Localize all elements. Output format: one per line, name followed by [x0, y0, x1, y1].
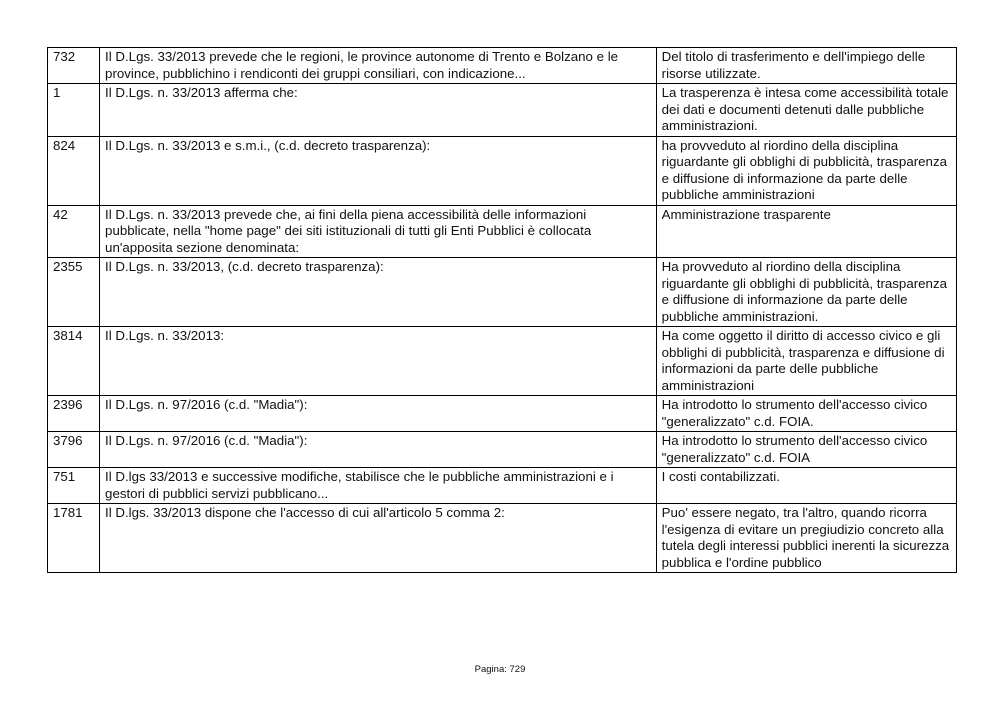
table-row	[48, 504, 957, 573]
question-text: Il D.Lgs. n. 33/2013 prevede che, ai fini della piena accessibilità delle informazioni pubblicate, nella "home page" dei siti istituzionali di tutti gli Enti Pubblici è collocata un'apposita sezione denominata:	[100, 205, 657, 258]
question-number: 42	[48, 205, 100, 258]
question-text: Il D.lgs 33/2013 e successive modifiche, stabilisce che le pubbliche amministrazioni e i gestori di pubblici servizi pubblicano...	[100, 468, 657, 504]
answer-text: Puo' essere negato, tra l'altro, quando ricorra l'esigenza di evitare un pregiudizio concreto alla tutela degli interessi pubblici inerenti la sicurezza pubblica e l'ordine pubblico	[656, 504, 956, 573]
table-row	[48, 432, 957, 468]
question-number: 751	[48, 468, 100, 504]
question-number: 824	[48, 136, 100, 205]
table-row	[48, 205, 957, 258]
table-row	[48, 327, 957, 396]
question-text: Il D.Lgs. n. 33/2013, (c.d. decreto trasparenza):	[100, 258, 657, 327]
question-text: Il D.lgs. 33/2013 dispone che l'accesso di cui all'articolo 5 comma 2:	[100, 504, 657, 573]
answer-text: Ha provveduto al riordino della disciplina riguardante gli obblighi di pubblicità, trasparenza e diffusione di informazione da parte delle pubbliche amministrazioni.	[656, 258, 956, 327]
table-row	[48, 136, 957, 205]
answer-text: Ha introdotto lo strumento dell'accesso civico "generalizzato" c.d. FOIA	[656, 432, 956, 468]
question-number: 3814	[48, 327, 100, 396]
answer-text: Del titolo di trasferimento e dell'impiego delle risorse utilizzate.	[656, 48, 956, 84]
table-row	[48, 258, 957, 327]
answer-text: La trasperenza è intesa come accessibilità totale dei dati e documenti detenuti dalle pubbliche amministrazioni.	[656, 84, 956, 137]
question-text: Il D.Lgs. n. 33/2013:	[100, 327, 657, 396]
question-text: Il D.Lgs. 33/2013 prevede che le regioni, le province autonome di Trento e Bolzano e le province, pubblichino i rendiconti dei gruppi consiliari, con indicazione...	[100, 48, 657, 84]
question-number: 2355	[48, 258, 100, 327]
table-row	[48, 84, 957, 137]
question-text: Il D.Lgs. n. 33/2013 e s.m.i., (c.d. decreto trasparenza):	[100, 136, 657, 205]
question-number: 1	[48, 84, 100, 137]
page-number: Pagina: 729	[474, 664, 526, 675]
questions-table	[47, 47, 957, 573]
answer-text: Ha introdotto lo strumento dell'accesso civico "generalizzato" c.d. FOIA.	[656, 396, 956, 432]
answer-text: ha provveduto al riordino della disciplina riguardante gli obblighi di pubblicità, trasparenza e diffusione di informazione da parte delle pubbliche amministrazioni	[656, 136, 956, 205]
question-number: 732	[48, 48, 100, 84]
question-number: 2396	[48, 396, 100, 432]
question-number: 1781	[48, 504, 100, 573]
question-number: 3796	[48, 432, 100, 468]
table-row	[48, 396, 957, 432]
question-text: Il D.Lgs. n. 97/2016 (c.d. "Madia"):	[100, 396, 657, 432]
table-row	[48, 468, 957, 504]
table-row	[48, 48, 957, 84]
question-text: Il D.Lgs. n. 33/2013 afferma che:	[100, 84, 657, 137]
answer-text: Amministrazione trasparente	[656, 205, 956, 258]
answer-text: I costi contabilizzati.	[656, 468, 956, 504]
answer-text: Ha come oggetto il diritto di accesso civico e gli obblighi di pubblicità, trasparenza e diffusione di informazioni da parte delle pubbliche amministrazioni	[656, 327, 956, 396]
question-text: Il D.Lgs. n. 97/2016 (c.d. "Madia"):	[100, 432, 657, 468]
